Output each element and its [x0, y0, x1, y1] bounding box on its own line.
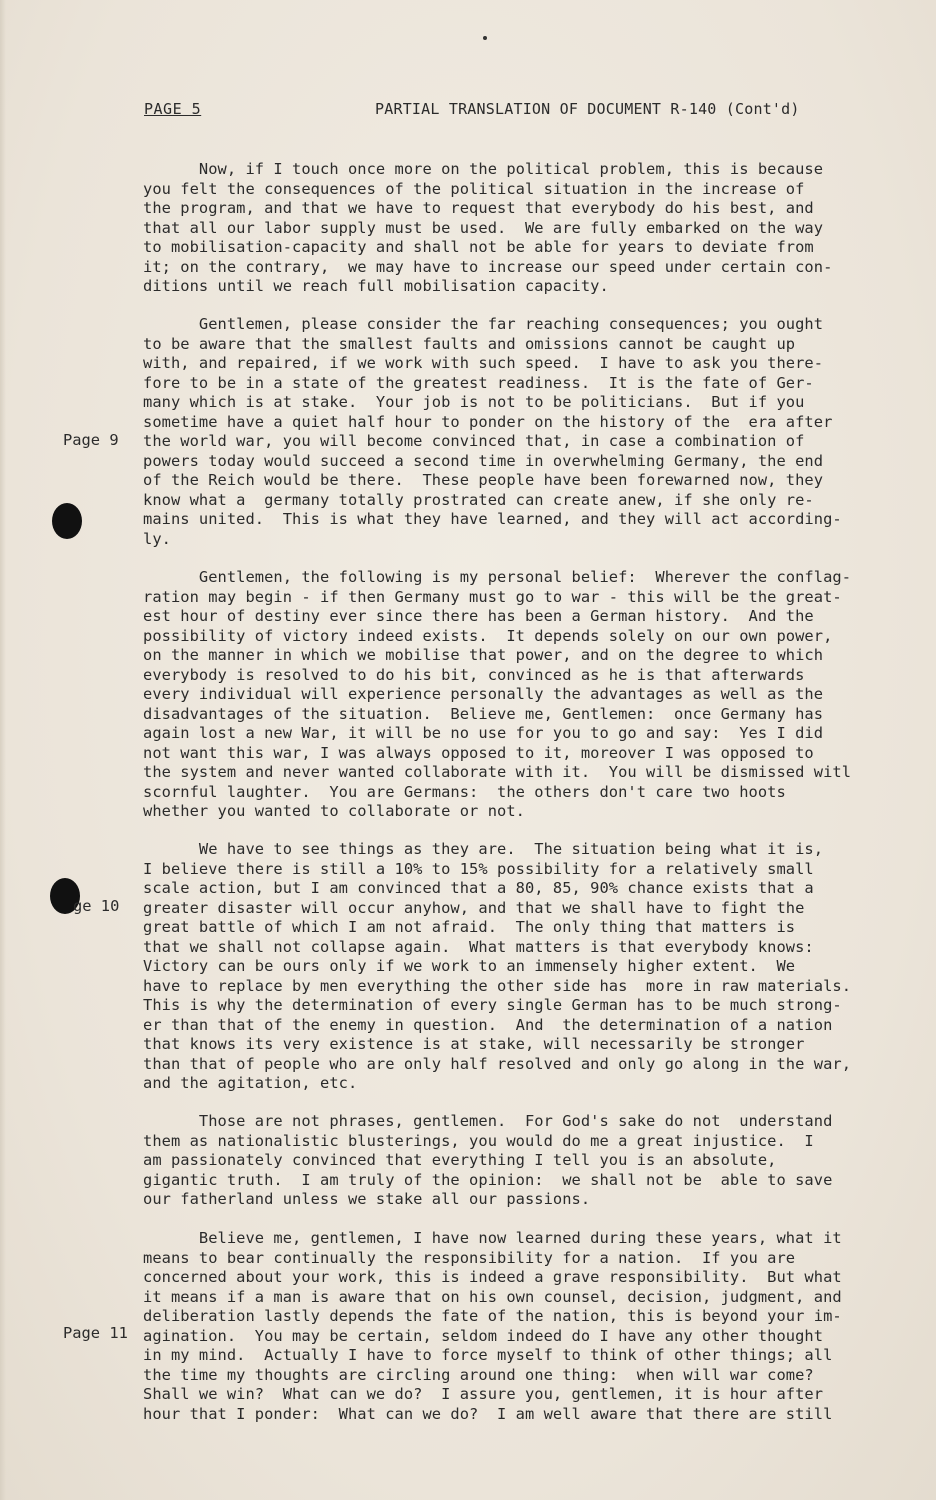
text-line: Gentlemen, please consider the far reaching consequences; you ought — [143, 315, 824, 333]
text-line: whether you wanted to collaborate or not. — [143, 802, 525, 820]
text-line: Those are not phrases, gentlemen. For God's sake do not understand — [143, 1112, 833, 1130]
text-line: in my mind. Actually I have to force myself to think of other things; all — [143, 1346, 833, 1364]
margin-page-note: Page 9 — [63, 431, 119, 449]
text-line: deliberation lastly depends the fate of the nation, this is beyond your im- — [143, 1307, 842, 1325]
document-title: PARTIAL TRANSLATION OF DOCUMENT R-140 (Cont'd) — [375, 100, 800, 118]
text-line: the system and never wanted collaborate with it. You will be dismissed witl — [143, 763, 852, 781]
margin-page-note: ge 10 — [73, 897, 120, 915]
page-number-label: PAGE 5 — [144, 100, 202, 118]
text-line: Victory can be ours only if we work to an immensely higher extent. We — [143, 957, 796, 975]
text-line: than that of people who are only half resolved and only go along in the war, — [143, 1054, 852, 1073]
text-line: know what a germany totally prostrated can create anew, if she only re- — [143, 490, 814, 509]
text-line: to mobilisation-capacity and shall not be able for years to deviate from — [143, 238, 814, 256]
text-line: them as nationalistic blusterings, you would do me a great injustice. I — [143, 1131, 814, 1150]
text-line: Shall we win? What can we do? I assure you, gentlemen, it is hour after — [143, 1385, 824, 1403]
text-line: with, and repaired, if we work with such speed. I have to ask you there- — [143, 354, 824, 372]
text-line: everybody is resolved to do his bit, convinced as he is that afterwards — [143, 665, 805, 684]
text-line: that we shall not collapse again. What matters is that everybody knows: — [143, 937, 814, 956]
text-line: ly. — [143, 529, 171, 548]
text-line: that all our labor supply must be used. We are fully embarked on the way — [143, 218, 824, 237]
text-line: the time my thoughts are circling around one thing: when will war come? — [143, 1365, 814, 1384]
text-line: I believe there is still a 10% to 15% possibility for a relatively small — [143, 859, 814, 878]
margin-page-note: Page 11 — [63, 1324, 128, 1342]
text-line: greater disaster will occur anyhow, and that we shall have to fight the — [143, 898, 805, 917]
text-line: means to bear continually the responsibility for a nation. If you are — [143, 1248, 796, 1267]
text-line: est hour of destiny ever since there has been a German history. And the — [143, 607, 814, 625]
binder-hole — [52, 503, 82, 539]
punch-mark — [483, 36, 487, 40]
text-line: ration may begin - if then Germany must go to war - this will be the great- — [143, 587, 842, 606]
text-line: not want this war, I was always opposed to it, moreover I was opposed to — [143, 743, 814, 762]
text-line: gigantic truth. I am truly of the opinion: we shall not be able to save — [143, 1170, 833, 1189]
text-line: disadvantages of the situation. Believe me, Gentlemen: once Germany has — [143, 704, 824, 723]
text-line: scale action, but I am convinced that a 80, 85, 90% chance exists that a — [143, 879, 814, 897]
text-line: the program, and that we have to request that everybody do his best, and — [143, 199, 814, 217]
text-line: mains united. This is what they have learned, and they will act according- — [143, 510, 842, 528]
text-line: it; on the contrary, we may have to increase our speed under certain con- — [143, 257, 833, 276]
text-line: er than that of the enemy in question. And the determination of a nation — [143, 1015, 833, 1034]
text-line: This is why the determination of every single German has to be much strong- — [143, 996, 842, 1014]
text-line: possibility of victory indeed exists. It depends solely on our own power, — [143, 626, 833, 645]
text-line: great battle of which I am not afraid. The only thing that matters is — [143, 918, 796, 936]
text-line: sometime have a quiet half hour to ponder on the history of the era after — [143, 412, 833, 431]
text-line: again lost a new War, it will be no use for you to go and say: Yes I did — [143, 724, 824, 742]
text-line: many which is at stake. Your job is not to be politicians. But if you — [143, 393, 805, 411]
text-line: that knows its very existence is at stake, will necessarily be stronger — [143, 1035, 805, 1053]
text-line: powers today would succeed a second time in overwhelming Germany, the end — [143, 451, 824, 470]
text-line: Gentlemen, the following is my personal belief: Wherever the conflag- — [143, 568, 852, 586]
text-line: our fatherland unless we stake all our passions. — [143, 1190, 591, 1208]
text-line: am passionately convinced that everything I tell you is an absolute, — [143, 1151, 777, 1169]
text-line: the world war, you will become convinced that, in case a combination of — [143, 432, 805, 450]
text-line: you felt the consequences of the political situation in the increase of — [143, 179, 805, 198]
text-line: ditions until we reach full mobilisation capacity. — [143, 277, 609, 295]
text-line: to be aware that the smallest faults and omissions cannot be caught up — [143, 334, 796, 353]
text-line: We have to see things as they are. The situation being what it is, — [143, 840, 824, 858]
text-line: every individual will experience personally the advantages as well as the — [143, 685, 824, 703]
text-line: it means if a man is aware that on his own counsel, decision, judgment, and — [143, 1287, 842, 1306]
text-line: have to replace by men everything the other side has more in raw materials. — [143, 976, 852, 995]
text-line: concerned about your work, this is indeed a grave responsibility. But what — [143, 1268, 842, 1286]
text-line: hour that I ponder: What can we do? I am well aware that there are still — [143, 1404, 833, 1423]
page-edge-shadow — [0, 0, 6, 1500]
text-line: Now, if I touch once more on the political problem, this is because — [143, 160, 824, 178]
page-header — [0, 100, 936, 122]
text-line: Believe me, gentlemen, I have now learned during these years, what it — [143, 1229, 842, 1247]
text-line: fore to be in a state of the greatest readiness. It is the fate of Ger- — [143, 373, 814, 392]
text-line: and the agitation, etc. — [143, 1074, 358, 1092]
text-line: of the Reich would be there. These people have been forewarned now, they — [143, 471, 824, 489]
text-line: agination. You may be certain, seldom indeed do I have any other thought — [143, 1326, 824, 1345]
text-line: scornful laughter. You are Germans: the others don't care two hoots — [143, 782, 786, 801]
text-line: on the manner in which we mobilise that power, and on the degree to which — [143, 646, 824, 664]
